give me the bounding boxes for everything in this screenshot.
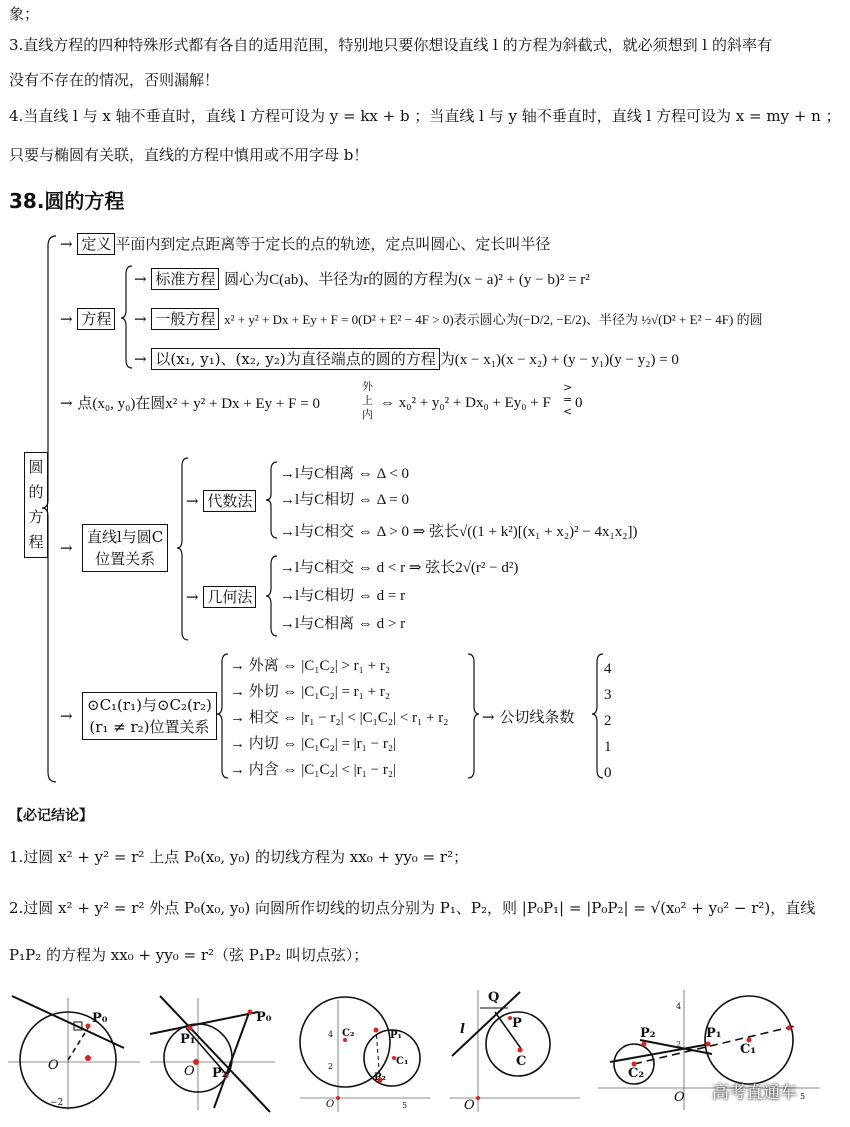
- geometric-item-2: →l与C相切 ⇔ d = r: [280, 588, 406, 604]
- f1-p0-point: [86, 1024, 91, 1029]
- algebraic-item-3: →l与C相交 ⇔ Δ > 0 ⇒ 弦长√((1 + k²)[(x₁ + x₂)² − 4x₁x₂]): [280, 524, 638, 540]
- f3-tick-4: 4: [328, 1030, 334, 1039]
- item-4-line-a: 4.当直线 l 与 x 轴不垂直时，直线 l 方程可设为 y = kx + b ；当直线 l 与 y 轴不垂直时，直线 l 方程可设为 x = my + n ；: [9, 107, 841, 125]
- f3-p2-label: P₂: [374, 1072, 386, 1083]
- f5-tick-4: 4: [676, 1002, 682, 1011]
- f1-point: [85, 1055, 91, 1061]
- f4-origin-point: [476, 1096, 480, 1100]
- diameter-equation-box: 以(x₁, y₁)、(x₂, y₂)为直径端点的圆的方程: [151, 348, 439, 370]
- f4-p-label: P: [512, 1016, 522, 1031]
- figure-3: [300, 997, 430, 1112]
- definition-box: 定义: [77, 233, 115, 255]
- f4-l-label: l: [460, 1022, 465, 1037]
- conclusion-2-line-a: 2.过圆 x² + y² = r² 外点 P₀(x₀, y₀) 向圆所作切线的切点分别为 P₁、P₂，则 |P₀P₁| = |P₀P₂| = √(x₀² + y₀² − r²)，直线: [9, 899, 816, 917]
- standard-equation-text: 圆心为C(ab)、半径为r的圆的方程为(x − a)² + (y − b)² = r²: [224, 272, 590, 288]
- f2-p1-point: [188, 1026, 193, 1031]
- f5-p1-point: [706, 1042, 711, 1047]
- f3-p1-point: [374, 1028, 379, 1033]
- f3-o-label: O: [326, 1099, 335, 1110]
- f3-c1-label: C₁: [396, 1056, 409, 1067]
- watermark: 高考直通车: [712, 1083, 797, 1103]
- f1-o-label: O: [48, 1058, 59, 1073]
- circle-relation-5: → 内含 ⇔ |C₁C₂| < |r₁ − r₂|: [230, 762, 397, 778]
- circle-circle-box-line-1: ⊙C₁(r₁)与⊙C₂(r₂): [87, 696, 212, 714]
- f5-tick-5: 5: [800, 1092, 806, 1101]
- f3-origin-point: [336, 1096, 340, 1100]
- count-0: 0: [604, 765, 612, 781]
- f3-tick-2: 2: [328, 1062, 334, 1071]
- arrow-icon: →: [60, 539, 73, 557]
- tangent-count-label: → 公切线条数: [482, 708, 575, 726]
- root-char-2: 方: [28, 508, 44, 526]
- equation-box: 方程: [77, 308, 115, 330]
- operator-gt: >: [563, 381, 573, 394]
- f5-c2-label: C₂: [628, 1066, 645, 1081]
- f4-q-label: Q: [488, 990, 500, 1005]
- f2-p1-label: P₁: [180, 1032, 196, 1047]
- arrow-icon: →: [60, 707, 73, 725]
- f4-o-label: O: [464, 1098, 475, 1113]
- figure-1: [8, 996, 140, 1110]
- f2-o-label: O: [184, 1064, 195, 1079]
- geometric-item-1: →l与C相交 ⇔ d < r ⇒ 弦长2√(r² − d²): [280, 560, 519, 576]
- circle-relation-4: → 内切 ⇔ |C₁C₂| = |r₁ − r₂|: [230, 736, 397, 752]
- circle-circle-box-line-2: (r₁ ≠ r₂)位置关系: [89, 718, 210, 736]
- item-3-line-a: 3.直线方程的四种特殊形式都有各自的适用范围，特别地只要你想设直线 l 的方程为斜截式，就必须想到 l 的斜率有: [9, 36, 772, 54]
- operator-lt: <: [563, 405, 573, 418]
- algebraic-item-1: →l与C相离 ⇔ Δ < 0: [280, 466, 409, 482]
- f5-p2-label: P₂: [640, 1026, 656, 1041]
- root-char-0: 圆: [28, 458, 44, 476]
- f5-o-label: O: [674, 1090, 685, 1105]
- f4-c-point: [518, 1048, 523, 1053]
- relation-on: 上: [362, 394, 373, 407]
- circle-relation-2: → 外切 ⇔ |C₁C₂| = r₁ + r₂: [230, 684, 391, 700]
- f5-p2-point: [642, 1042, 647, 1047]
- arrow-icon: →: [60, 394, 73, 412]
- arrow-icon: →: [134, 310, 147, 328]
- root-char-3: 程: [28, 533, 44, 551]
- conclusion-1: 1.过圆 x² + y² = r² 上点 P₀(x₀, y₀) 的切线方程为 xx₀ + yy₀ = r²；: [9, 848, 469, 866]
- line-circle-box-line-2: 位置关系: [95, 550, 156, 568]
- point-condition-zero: 0: [575, 395, 583, 411]
- algebraic-item-2: →l与C相切 ⇔ Δ = 0: [280, 492, 409, 508]
- section-title: 38.圆的方程: [9, 189, 125, 213]
- arrow-icon: →: [60, 235, 73, 253]
- relation-outside: 外: [362, 380, 373, 393]
- algebraic-method-box: 代数法: [203, 490, 256, 512]
- general-equation-box: 一般方程: [151, 308, 219, 330]
- geometric-method-box: 几何法: [203, 586, 256, 608]
- item-3-line-b: 没有不存在的情况，否则漏解！: [9, 71, 220, 89]
- relation-inside: 内: [362, 408, 373, 421]
- f5-p1-label: P₁: [706, 1026, 722, 1041]
- f3-c2-label: C₂: [342, 1028, 355, 1039]
- f1-tick-label: −2: [50, 1098, 64, 1108]
- count-3: 3: [604, 687, 612, 703]
- arrow-icon: →: [60, 310, 73, 328]
- text-line-0: 象；: [9, 5, 40, 23]
- count-2: 2: [604, 713, 612, 729]
- operator-eq: =: [563, 393, 573, 406]
- count-4: 4: [604, 661, 612, 677]
- f1-p0-label: P₀: [92, 1011, 108, 1026]
- arrow-icon: →: [186, 588, 199, 606]
- f2-p0-label: P₀: [256, 1010, 272, 1025]
- f3-p1-label: P₁: [390, 1030, 402, 1041]
- arrow-icon: →: [134, 350, 147, 368]
- f5-c1-label: C₁: [740, 1042, 757, 1057]
- line-circle-box-line-1: 直线l与圆C: [87, 528, 164, 546]
- arrow-icon: →: [134, 270, 147, 288]
- arrow-icon: →: [186, 492, 199, 510]
- f3-tick-5: 5: [402, 1101, 408, 1110]
- general-equation-text: x² + y² + Dx + Ey + F = 0(D² + E² − 4F > 0)表示圆心为(−D/2, −E/2)、半径为 ½√(D² + E² − 4F) 的圆: [224, 312, 763, 327]
- definition-text: 平面内到定点距离等于定长的点的轨迹，定点叫圆心、定长叫半径: [115, 235, 551, 253]
- circle-relation-1: → 外离 ⇔ |C₁C₂| > r₁ + r₂: [230, 658, 391, 674]
- f5-point-right: [787, 1026, 792, 1031]
- f4-c-label: C: [516, 1054, 527, 1069]
- conclusion-2-line-b: P₁P₂ 的方程为 xx₀ + yy₀ = r²（弦 P₁P₂ 叫切点弦）；: [9, 946, 369, 964]
- point-condition-text: ⇔ x₀² + y₀² + Dx₀ + Ey₀ + F: [380, 395, 551, 411]
- diameter-equation-text: 为(x − x₁)(x − x₂) + (y − y₁)(y − y₂) = 0: [439, 352, 679, 368]
- count-1: 1: [604, 739, 612, 755]
- circle-relation-3: → 相交 ⇔ |r₁ − r₂| < |C₁C₂| < r₁ + r₂: [230, 710, 449, 726]
- f2-p0-point: [248, 1010, 253, 1015]
- root-char-1: 的: [28, 483, 44, 501]
- figure-4: [450, 990, 580, 1112]
- f5-tick-2: 2: [676, 1040, 682, 1049]
- point-position-text: 点(x₀, y₀)在圆x² + y² + Dx + Ey + F = 0: [77, 396, 320, 412]
- item-4-line-b: 只要与椭圆有关联，直线的方程中慎用或不用字母 b！: [9, 146, 369, 164]
- standard-equation-box: 标准方程: [151, 268, 219, 290]
- conclusions-header: 【必记结论】: [9, 808, 93, 824]
- geometric-item-3: →l与C相离 ⇔ d > r: [280, 616, 406, 632]
- f2-p2-label: P₂: [212, 1066, 228, 1081]
